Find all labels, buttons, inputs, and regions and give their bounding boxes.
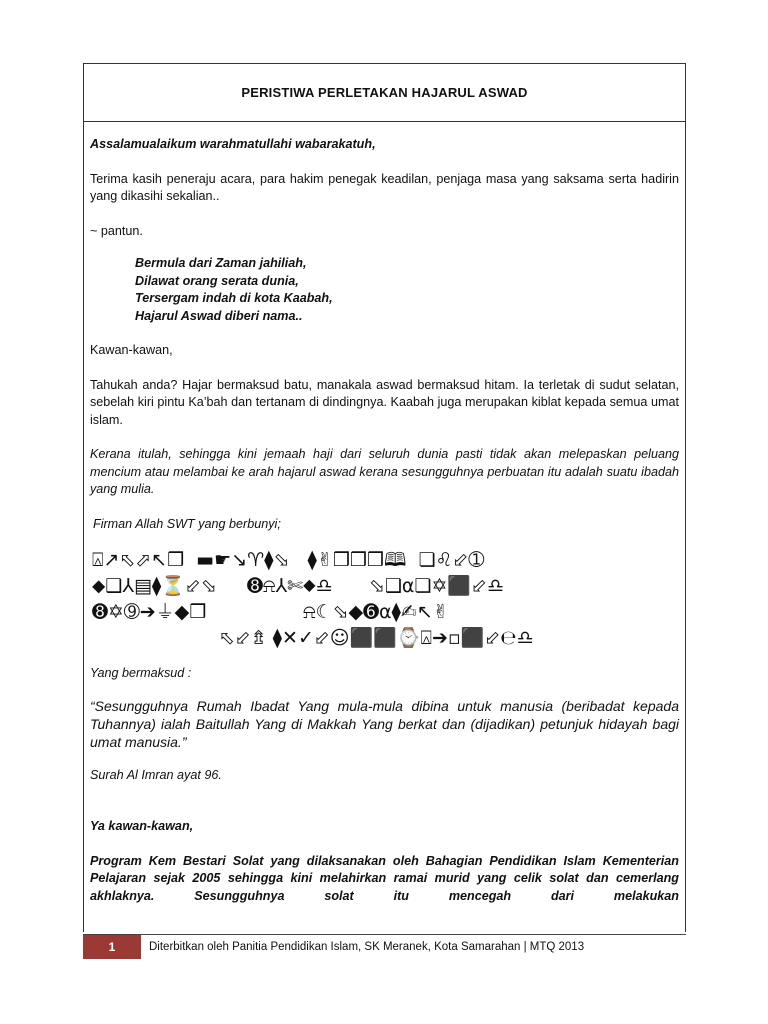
address-kawan: Kawan-kawan, [90, 343, 173, 357]
pantun-verse [135, 255, 679, 325]
pantun-line: Dilawat orang serata dunia, [135, 273, 299, 288]
paragraph-jemaah: Kerana itulah, sehingga kini jemaah haji dari seluruh dunia pasti tidak akan melepaskan peluang mencium atau melambai ke arah hajarul aswad kerana sesungguhnya perbuatan itu adalah suatu ibadah yang mulia. [90, 447, 679, 496]
glyph-line: ➑✡➈➔⏚◆❒ ⍾☾⬂◆➏⍺⧫✍↖✌ [92, 601, 449, 623]
glyph-line: ⬥❑⅄▤⧫⏳⬃⬂ ➑⍾⅄✄⬥♎ ⬂❑⍺❏✡⬛⬃♎ [92, 575, 504, 597]
greeting: Assalamualaikum warahmatullahi wabarakatuh, [90, 137, 376, 151]
arabic-verse-glyphs [92, 547, 679, 651]
page-number-box [83, 935, 141, 959]
page-number: 1 [108, 940, 116, 954]
pantun-line: Bermula dari Zaman jahiliah, [135, 256, 307, 270]
firman-intro: Firman Allah SWT yang berbunyi; [93, 516, 281, 531]
page-footer [83, 935, 686, 959]
yang-bermaksud: Yang bermaksud : [90, 666, 192, 680]
glyph-line: ⬁⬃⇯ ⧫✕✓⬃☺⬛⬛⌚⍓➔▫⬛⬃℮♎ [92, 627, 534, 649]
address-ya-kawan: Ya kawan-kawan, [90, 819, 194, 833]
thanks-paragraph: Terima kasih peneraju acara, para hakim penegak keadilan, penjaga masa yang saksama serta hadirin yang dikasihi sekalian.. [90, 171, 679, 203]
pantun-line: Tersergam indah di kota Kaabah, [135, 291, 333, 305]
pantun-intro: ~ pantun. [90, 223, 143, 238]
glyph-line: ⍓↗⬁⬀↖❒ ▬☛↘♈⧫⬂ ⧫✌❒❒❒🕮 ❏♌⬃➀ [92, 549, 485, 571]
verse-translation: “Sesungguhnya Rumah Ibadat Yang mula-mula dibina untuk manusia (beribadat kepada Tuhannya) ialah Baitullah Yang di Makkah Yang berkat dan (dijadikan) petunjuk hidayah bagi umat manusia.” [90, 697, 679, 750]
document-frame [83, 63, 686, 932]
footer-publisher: Diterbitkan oleh Panitia Pendidikan Islam, SK Meranek, Kota Samarahan | MTQ 2013 [149, 941, 585, 953]
document-title: PERISTIWA PERLETAKAN HAJARUL ASWAD [241, 85, 528, 100]
title-row [84, 64, 685, 122]
paragraph-kem-bestari: Program Kem Bestari Solat yang dilaksanakan oleh Bahagian Pendidikan Islam Kementerian Pelajaran sejak 2005 sehingga kini melahirkan ramai murid yang celik solat dan cemerlang akhlaknya. Sesungguhnya solat itu mencegah dari melakukan [90, 853, 679, 903]
surah-reference: Surah Al Imran ayat 96. [90, 767, 222, 782]
document-body [84, 122, 685, 905]
paragraph-hajar-meaning: Tahukah anda? Hajar bermaksud batu, manakala aswad bermaksud hitam. Ia terletak di sudut selatan, sebelah kiri pintu Ka’bah dan tertanam di dindingnya. Kaabah juga merupakan kiblat kepada semua umat islam. [90, 377, 679, 427]
pantun-line: Hajarul Aswad diberi nama.. [135, 308, 303, 323]
